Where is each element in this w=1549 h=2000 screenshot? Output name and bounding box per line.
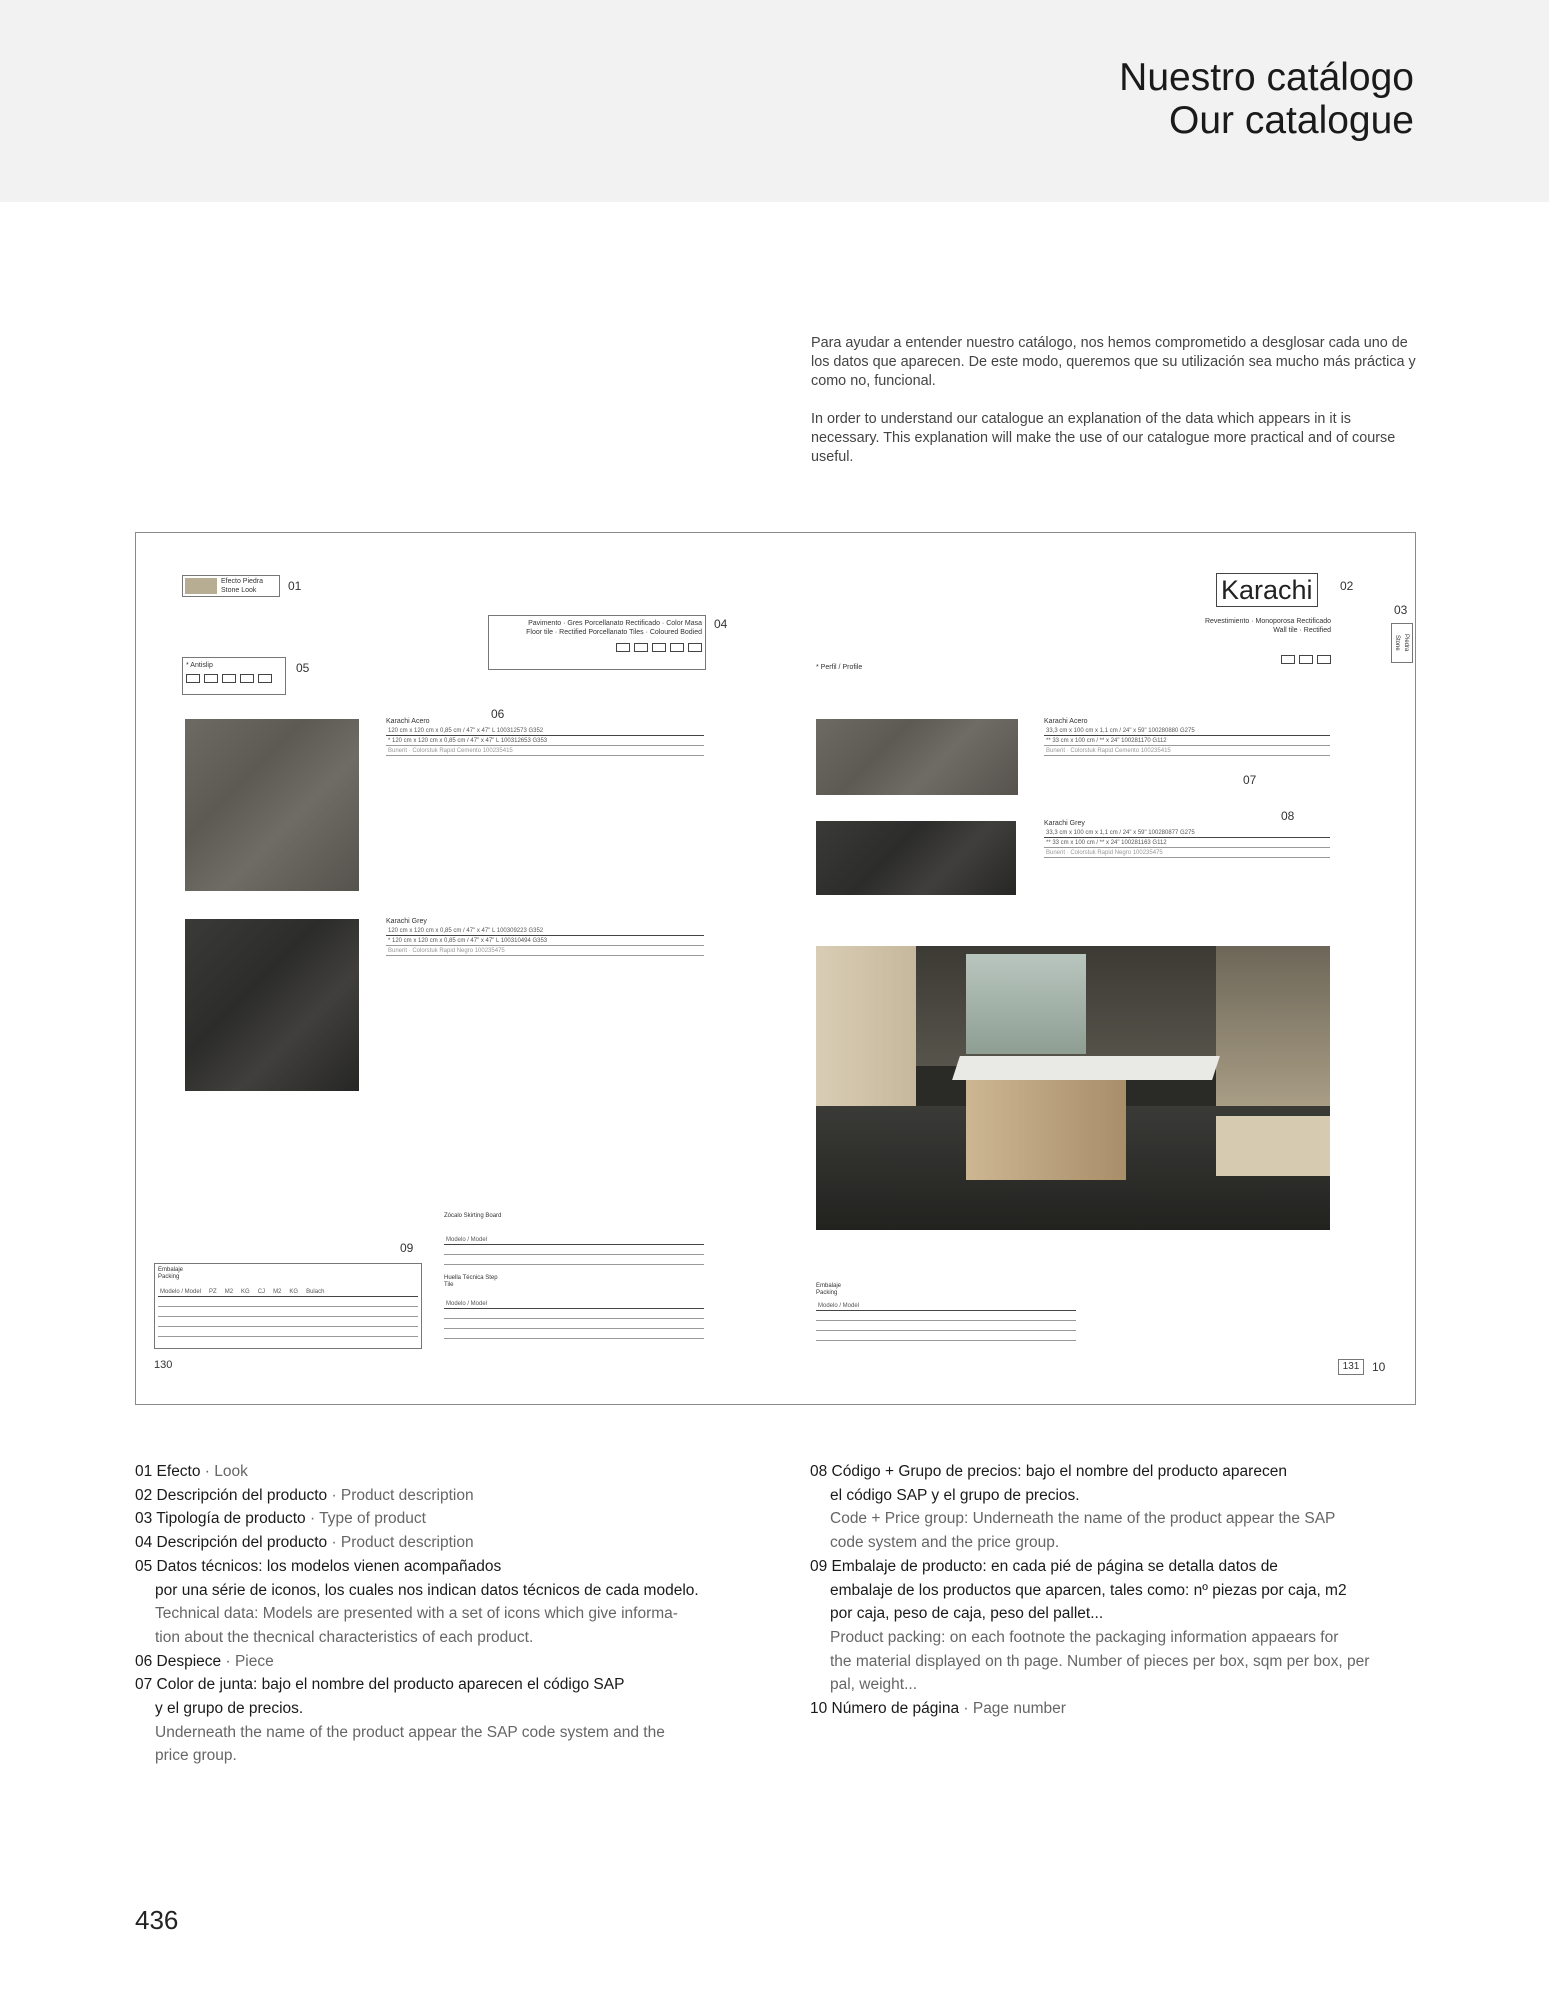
product-name: Karachi Grey (1044, 820, 1085, 827)
tile-icon (1281, 655, 1295, 664)
look-box (182, 575, 280, 597)
desc-icons (492, 643, 702, 652)
table-row (158, 1297, 418, 1307)
photo-right-counter (1216, 1116, 1330, 1176)
technical-icon (186, 674, 200, 683)
legend-item-04: 04 Descripción del producto · Product description (135, 1534, 474, 1552)
legend-left (135, 1460, 755, 1768)
table-row (444, 1299, 704, 1309)
type-line-en: Wall tile · Rectified (1273, 627, 1331, 634)
packing-box-left (154, 1263, 422, 1349)
product-row: * 120 cm x 120 cm x 0,85 cm / 47" x 47" L 100310494 G353 (386, 936, 704, 946)
product-name: Karachi Acero (1044, 718, 1088, 725)
packing-col: M2 (273, 1288, 282, 1295)
tile-karachi-grey-large (185, 919, 359, 1091)
packing-col: KG (289, 1288, 299, 1295)
tile-icon (670, 643, 684, 652)
callout-06: 06 (491, 707, 505, 721)
kitchen-photo (816, 946, 1330, 1230)
product-name: Karachi Grey (386, 918, 427, 925)
tile-icon (688, 643, 702, 652)
table-row (158, 1287, 418, 1297)
legend-item-08: 08 Código + Grupo de precios: bajo el nombre del producto aparecen el código SAP y el grupo de precios. Code + Price group: Underneath the name of the product appear the SAP code system and the price group. (810, 1463, 1336, 1552)
technical-icon (204, 674, 218, 683)
legend-item-09: 09 Embalaje de producto: en cada pié de página se detalla datos de embalaje de los productos que aparcen, tales como: nº piezas por caja, m2 por caja, peso de caja, peso del pallet... Product packing: on each footnote the packaging information appaears for the material displayed on th page. Number of pieces per box, sqm per box, per pal, weight... (810, 1557, 1370, 1694)
look-es: Efecto Piedra (221, 578, 264, 585)
intro-en: In order to understand our catalogue an explanation of the data which appears in it is necessary. This explanation will make the use of our catalogue more practical and of course useful. (811, 411, 1396, 465)
packing-label: Embalaje Packing (816, 1283, 842, 1296)
table-row (816, 1331, 1076, 1341)
table-row (816, 1321, 1076, 1331)
tile-icon (634, 643, 648, 652)
product-row: Bunerit · Colorstuk Rapid Cemento 100235415 (1044, 746, 1330, 756)
model-col: Modelo / Model (160, 1288, 202, 1295)
legend-item-10: 10 Número de página · Page number (810, 1700, 1066, 1718)
table-row (444, 1255, 704, 1265)
photo-island-top (952, 1056, 1220, 1080)
legend-item-06: 06 Despiece · Piece (135, 1652, 274, 1670)
look-en: Stone Look (221, 587, 257, 594)
technical-icon (240, 674, 254, 683)
tile-karachi-acero-large (185, 719, 359, 891)
callout-02: 02 (1340, 579, 1354, 593)
antislip-label: * Antislip (186, 662, 213, 669)
table-row (444, 1309, 704, 1319)
packing-col: M2 (224, 1288, 234, 1295)
table-row (158, 1307, 418, 1317)
profile-label: * Perfil / Profile (816, 664, 863, 671)
product-row: Bunerit · Colorstuk Rapid Negro 100235475 (1044, 848, 1330, 858)
left-product-acero (386, 717, 704, 756)
table-row (444, 1319, 704, 1329)
zocalo-label: Zócalo Skirting Board (444, 1213, 502, 1219)
page-number: 436 (135, 1905, 179, 1935)
model-col: Modelo / Model (446, 1300, 488, 1307)
callout-09: 09 (400, 1241, 414, 1255)
page-subtitle: Our catalogue (1169, 99, 1414, 142)
callout-07: 07 (1243, 773, 1257, 787)
product-row: * 120 cm x 120 cm x 0,85 cm / 47" x 47" L 100312653 G353 (386, 736, 704, 746)
product-row: 120 cm x 120 cm x 0,85 cm / 47" x 47" L 100309223 G352 (386, 926, 704, 936)
table-row (444, 1235, 704, 1245)
tile-icon (652, 643, 666, 652)
tile-karachi-acero-wall (816, 719, 1018, 795)
photo-window (966, 954, 1086, 1054)
intro-text (811, 334, 1416, 486)
type-line-es: Revestimiento · Monoporosa Rectificado (1204, 618, 1331, 625)
callout-08: 08 (1281, 809, 1295, 823)
callout-04: 04 (714, 617, 728, 631)
legend-item-02: 02 Descripción del producto · Product description (135, 1486, 474, 1504)
type-side-tab: Piedra Stone (1391, 623, 1413, 663)
product-row: ** 33 cm x 100 cm / ** x 24" 100281163 G112 (1044, 838, 1330, 848)
table-row (816, 1311, 1076, 1321)
product-row: ** 33 cm x 100 cm / ** x 24" 100281170 G112 (1044, 736, 1330, 746)
intro-es: Para ayudar a entender nuestro catálogo, nos hemos comprometido a desglosar cada uno de los datos que aparecen. De este modo, queremos que su utilización sea mucho más práctica y como no, funcional. (811, 335, 1416, 389)
legend-item-03: 03 Tipología de producto · Type of product (135, 1510, 426, 1528)
table-row (444, 1245, 704, 1255)
callout-05: 05 (296, 661, 310, 675)
product-name: Karachi Acero (386, 718, 430, 725)
zocalo-table (444, 1235, 704, 1265)
technical-box (182, 657, 286, 695)
huella-table (444, 1299, 704, 1339)
callout-10: 10 (1372, 1360, 1386, 1374)
product-row: 33,3 cm x 100 cm x 1,1 cm / 24" x 59" 100280877 G275 (1044, 828, 1330, 838)
callout-03: 03 (1394, 603, 1408, 617)
callout-01: 01 (288, 579, 302, 593)
product-row: 33,3 cm x 100 cm x 1,1 cm / 24" x 59" 100280880 G275 (1044, 726, 1330, 736)
left-page-number: 130 (154, 1359, 173, 1371)
legend-item-07: 07 Color de junta: bajo el nombre del producto aparecen el código SAP y el grupo de precios. Underneath the name of the product appear the SAP code system and the price group. (135, 1676, 665, 1765)
right-icons (1281, 655, 1331, 664)
right-product-grey (1044, 819, 1330, 858)
table-row (444, 1329, 704, 1339)
catalogue-spread (135, 532, 1416, 1405)
technical-icon (258, 674, 272, 683)
desc-es: Pavimento · Gres Porcellanato Rectificado · Color Masa (528, 620, 702, 627)
right-product-acero (1044, 717, 1330, 756)
tile-karachi-grey-wall (816, 821, 1016, 895)
tile-icon (616, 643, 630, 652)
photo-island-base (966, 1080, 1126, 1180)
product-row: 120 cm x 120 cm x 0,85 cm / 47" x 47" L 100312573 G352 (386, 726, 704, 736)
packing-label: Embalaje Packing (158, 1267, 184, 1280)
left-product-grey (386, 917, 704, 956)
huella-label: Huella Técnica Step Tile (444, 1275, 498, 1288)
product-row: Bunerit · Colorstuk Rapid Negro 100235475 (386, 946, 704, 956)
product-name-title: Karachi (1216, 573, 1318, 607)
model-col: Modelo / Model (446, 1236, 488, 1243)
technical-icon (222, 674, 236, 683)
packing-col: CJ (257, 1288, 266, 1295)
table-row (816, 1301, 1076, 1311)
technical-icons (186, 674, 282, 683)
product-row: Bunerit · Colorstuk Rapid Cemento 100235415 (386, 746, 704, 756)
legend-item-05: 05 Datos técnicos: los modelos vienen acompañados por una série de iconos, los cuales nos indican datos técnicos de cada modelo. Technical data: Models are presented with a set of icons which give informa- tion about the thecnical characteristics of each product. (135, 1557, 699, 1646)
packing-col: Bulach (306, 1288, 325, 1295)
stone-swatch (185, 578, 217, 594)
desc-en: Floor tile · Rectified Porcellanato Tiles · Coloured Bodied (526, 629, 702, 636)
desc-box (488, 615, 706, 670)
page-title: Nuestro catálogo (1119, 56, 1414, 99)
table-row (158, 1327, 418, 1337)
packing-col: PZ (209, 1288, 217, 1295)
packing-col: KG (241, 1288, 250, 1295)
legend-right (810, 1460, 1420, 1721)
tile-icon (1299, 655, 1313, 664)
model-col: Modelo / Model (818, 1302, 860, 1309)
table-row (158, 1317, 418, 1327)
packing-right (816, 1283, 1076, 1341)
legend-item-01: 01 Efecto · Look (135, 1463, 248, 1480)
tile-icon (1317, 655, 1331, 664)
right-page-number: 131 (1338, 1359, 1364, 1375)
